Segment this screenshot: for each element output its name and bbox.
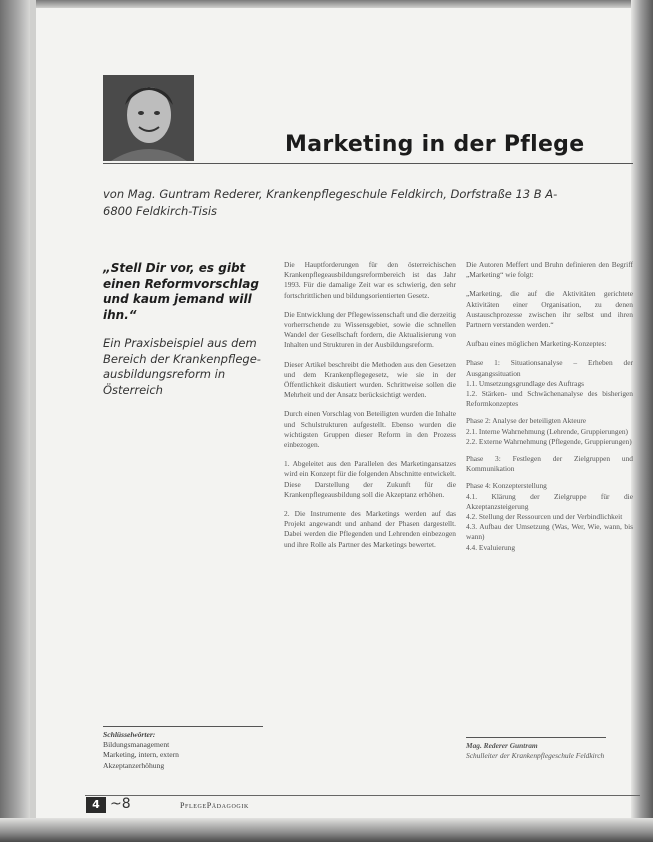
- title-divider: [103, 163, 633, 164]
- page-number: 4: [86, 797, 106, 813]
- column2-paragraph: 1. Abgeleitet aus den Parallelen des Marketingansatzes wird ein Konzept für die folgenden Abschnitte entwickelt. Diese Darstellung der Zukunft für die Krankenpflegeausbildung soll die Akzeptanz erhöhen.: [284, 459, 456, 499]
- phase-block: [466, 481, 633, 552]
- phase-item: 4.2. Stellung der Ressourcen und der Verbindlichkeit: [466, 512, 623, 522]
- phase-item: 2.1. Interne Wahrnehmung (Lehrende, Gruppierungen): [466, 426, 629, 436]
- keywords-heading: Schlüsselwörter:: [103, 730, 156, 739]
- author-signature: [466, 741, 626, 761]
- keyword-item: Akzeptanzerhöhung: [103, 760, 165, 770]
- column2-paragraph: 2. Die Instrumente des Marketings werden auf das Projekt angewandt und anhand der Phasen dargestellt. Dabei werden die Pflegenden und Lehrenden einbezogen und ihre Rolle als Partner des Marketings bewertet.: [284, 509, 456, 549]
- phase-item: 4.4. Evaluierung: [466, 542, 516, 552]
- phase-block: [466, 454, 633, 474]
- author-photo: [103, 75, 194, 161]
- phase-heading: Phase 2: Analyse der beteiligten Akteure: [466, 416, 587, 426]
- signature-role: Schulleiter der Krankenpflegeschule Feldkirch: [466, 751, 605, 760]
- phase-heading: Phase 1: Situationsanalyse – Erheben der Ausgangssituation: [466, 358, 633, 378]
- phase-item: 4.1. Klärung der Zielgruppe für die Akzeptanzsteigerung: [466, 491, 633, 511]
- keywords-divider: [103, 726, 263, 727]
- phase-item: 2.2. Externe Wahrnehmung (Pflegende, Gruppierungen): [466, 436, 632, 446]
- scan-edge-left: [0, 0, 30, 842]
- phase-item: 1.2. Stärken- und Schwächenanalyse des bisherigen Reformkonzeptes: [466, 389, 633, 409]
- column-2: [284, 260, 456, 559]
- keyword-item: Marketing, intern, extern: [103, 750, 179, 760]
- phase-heading: Phase 4: Konzepterstellung: [466, 481, 547, 491]
- author-line: von Mag. Guntram Rederer, Krankenpflegeschule Feldkirch, Dorfstraße 13 B A-6800 Feldkirch-Tisis: [103, 187, 558, 218]
- author-portrait-icon: [103, 75, 194, 161]
- scan-edge-bottom: [0, 818, 653, 842]
- footer-divider: [85, 795, 640, 796]
- phase-block: [466, 416, 633, 447]
- phase-block: [466, 358, 633, 409]
- pull-quote: „Stell Dir vor, es gibt einen Reformvorschlag und kaum jemand will ihn.“: [103, 261, 259, 322]
- scan-edge-right: [631, 0, 653, 842]
- marketing-definition: „Marketing, die auf die Aktivitäten gerichtete Aktivitäten einer Organisation, zu denen Austauschprozesse zwischen ihr selbst und ihren Partnern verstanden werden.“: [466, 289, 633, 330]
- journal-name: PflegePädagogik: [180, 801, 249, 810]
- phase-heading: Phase 3: Festlegen der Zielgruppen und Kommunikation: [466, 454, 633, 474]
- scan-edge-left-inner: [30, 0, 36, 842]
- column2-paragraph: Die Hauptforderungen für den österreichischen Krankenpflegeausbildungsreformbereich ist das Jahr 1993. Für die damalige Zeit war es schwierig, den sehr fortschrittlichen und bildungsorientierten Gesetz.: [284, 260, 456, 300]
- phase-item: 4.3. Aufbau der Umsetzung (Was, Wer, Wie, wann, bis wann): [466, 522, 633, 542]
- column2-paragraph: Durch einen Vorschlag von Beteiligten wurden die Inhalte und Schulstrukturen aufgestellt. Ebenso wurden die wichtigsten Gruppen dieser Reform in den Prozess einbezogen.: [284, 409, 456, 450]
- phases-intro: Aufbau eines möglichen Marketing-Konzeptes:: [466, 339, 607, 349]
- column2-paragraph: Dieser Artikel beschreibt die Methoden aus den Gesetzen und dem Krankenpflegegesetz, wie sie in der Öffentlichkeit diskutiert wurden. Schrittweise sollen die Mehrheit und der Ansatz berücksichtigt werden.: [284, 359, 456, 400]
- column-3: [466, 260, 633, 553]
- scan-edge-top: [0, 0, 653, 8]
- handwritten-page-mark: ~8: [110, 796, 131, 812]
- phase-item: 1.1. Umsetzungsgrundlage des Auftrags: [466, 378, 585, 388]
- column3-intro: Die Autoren Meffert und Bruhn definieren den Begriff „Marketing“ wie folgt:: [466, 260, 633, 280]
- signature-divider: [466, 737, 606, 738]
- article-title: Marketing in der Pflege: [285, 132, 585, 157]
- signature-name: Mag. Rederer Guntram: [466, 741, 538, 750]
- keywords-box: [103, 730, 268, 771]
- keyword-item: Bildungsmanagement: [103, 740, 170, 750]
- column2-paragraph: Die Entwicklung der Pflegewissenschaft und die derzeitig vorherrschende zu Wissensgebiet, sowie die schnellen Wandel der Gesellschaft fordern, die Aktualisierung von Inhalten und Strukturen in der Ausbildungsreform.: [284, 309, 456, 350]
- pull-quote-subtitle: Ein Praxisbeispiel aus dem Bereich der Krankenpflegeausbildungsreform in Österreich: [103, 336, 261, 397]
